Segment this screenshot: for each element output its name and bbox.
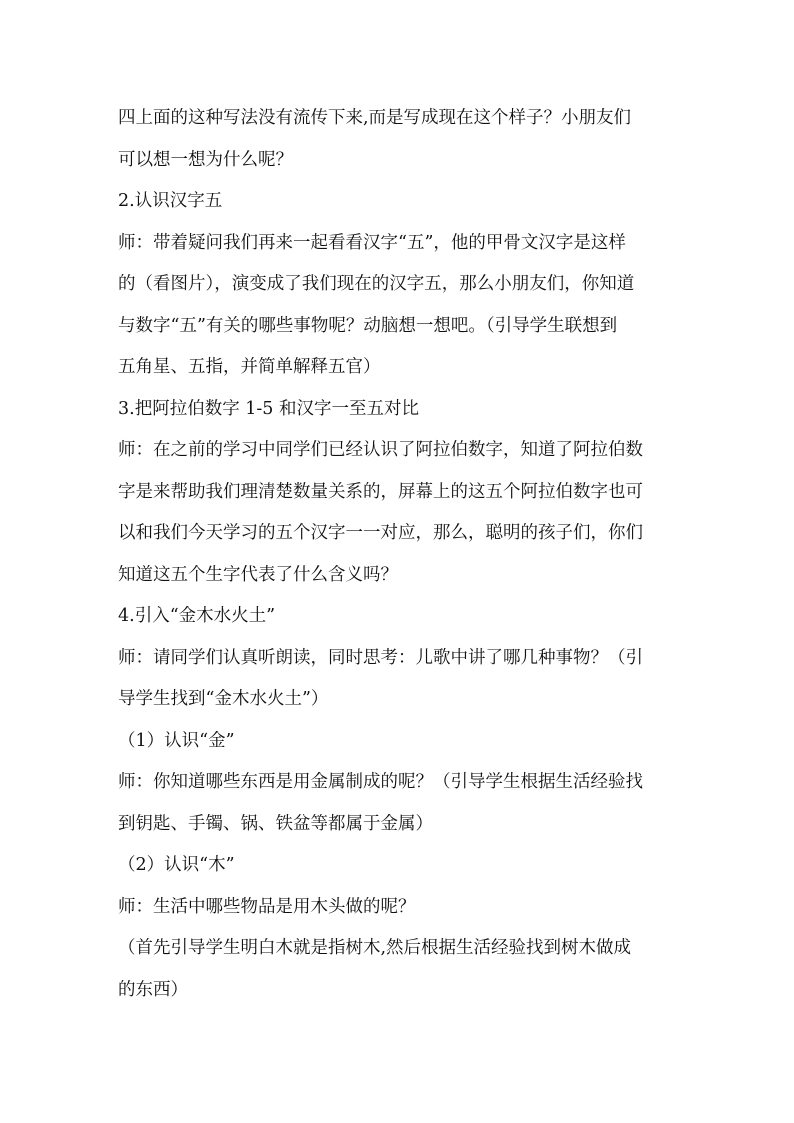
section-heading: 3.把阿拉伯数字 1-5 和汉字一至五对比 [118, 399, 420, 419]
paragraph-line: 与数字“五”有关的哪些事物呢？动脑想一想吧。（引导学生联想到 [118, 316, 618, 336]
paragraph-line: 师：你知道哪些东西是用金属制成的呢？（引导学生根据生活经验找 [118, 772, 643, 792]
paragraph-line: 四上面的这种写法没有流传下来,而是写成现在这个样子？小朋友们 [118, 108, 632, 128]
paragraph-line: （首先引导学生明白木就是指树木,然后根据生活经验找到树木做成 [118, 938, 632, 958]
paragraph-line: 的东西） [118, 980, 188, 1000]
paragraph-line: 导学生找到“金木水火土”） [118, 689, 329, 709]
paragraph-line: 师：请同学们认真听朗读，同时思考：儿歌中讲了哪几种事物？（引 [118, 648, 643, 668]
paragraph-line: 可以想一想为什么呢？ [118, 150, 293, 170]
paragraph-line: 师：在之前的学习中同学们已经认识了阿拉伯数字，知道了阿拉伯数 [118, 440, 643, 460]
paragraph-line: 的（看图片），演变成了我们现在的汉字五，那么小朋友们，你知道 [118, 274, 635, 294]
section-heading: 2.认识汉字五 [118, 191, 223, 211]
paragraph-line: 以和我们今天学习的五个汉字一一对应，那么，聪明的孩子们，你们 [118, 523, 643, 543]
paragraph-line: 到钥匙、手镯、锅、铁盆等都属于金属） [118, 814, 433, 834]
section-heading: 4.引入“金木水火土” [118, 606, 276, 626]
subsection-heading: （1）认识“金” [118, 731, 235, 751]
paragraph-line: 师：生活中哪些物品是用木头做的呢？ [118, 897, 416, 917]
paragraph-line: 字是来帮助我们理清楚数量关系的，屏幕上的这五个阿拉伯数字也可 [118, 482, 643, 502]
paragraph-line: 师：带着疑问我们再来一起看看汉字“五”，他的甲骨文汉字是这样 [118, 233, 626, 253]
paragraph-line: 五角星、五指，并简单解释五官） [118, 357, 381, 377]
paragraph-line: 知道这五个生字代表了什么含义吗？ [118, 565, 398, 585]
subsection-heading: （2）认识“木” [118, 855, 235, 875]
